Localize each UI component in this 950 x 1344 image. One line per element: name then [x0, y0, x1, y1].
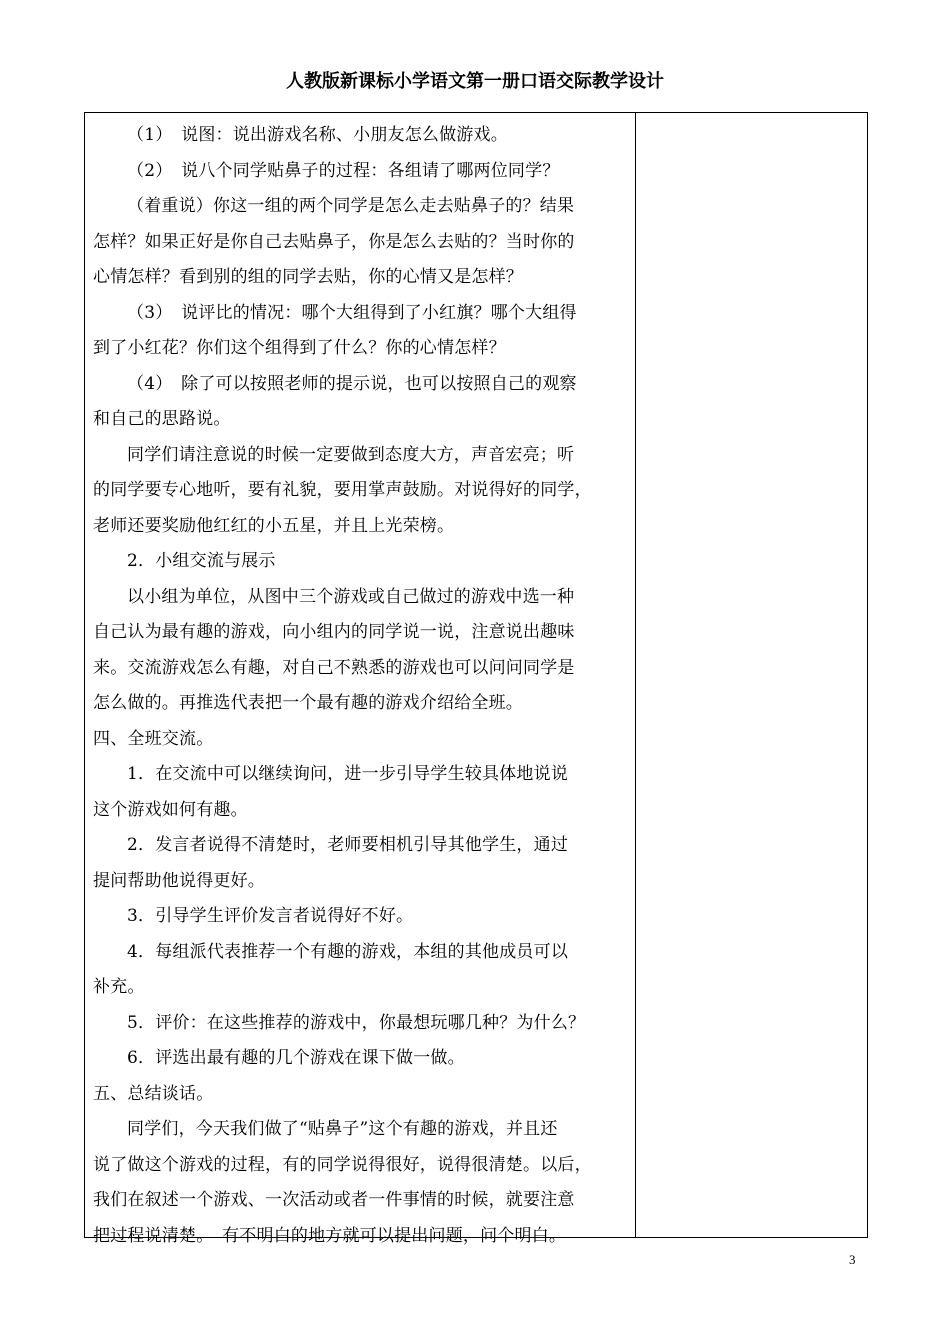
- text-line: （3） 说评比的情况：哪个大组得到了小红旗？哪个大组得: [127, 302, 577, 323]
- text-line: 同学们，今天我们做了“贴鼻子”这个有趣的游戏，并且还: [127, 1119, 558, 1139]
- text-line: 以小组为单位，从图中三个游戏或自己做过的游戏中选一种: [127, 586, 575, 607]
- text-line: 同学们请注意说的时候一定要做到态度大方，声音宏亮；听: [127, 444, 575, 465]
- text-line: 把过程说清楚。 有不明白的地方就可以提出问题，问个明白。: [93, 1225, 567, 1246]
- text-line: 和自己的思路说。: [93, 409, 231, 429]
- text-line: 2．发言者说得不清楚时，老师要相机引导其他学生，通过: [127, 835, 569, 855]
- text-line: 老师还要奖励他红红的小五星，并且上光荣榜。: [93, 515, 455, 536]
- text-line: 到了小红花？你们这个组得到了什么？你的心情怎样？: [93, 338, 506, 358]
- text-line: 这个游戏如何有趣。: [93, 799, 248, 820]
- lesson-table: [84, 112, 868, 1246]
- lesson-content-cell: [93, 118, 635, 1254]
- text-line: 心情怎样？看到别的组的同学去贴，你的心情又是怎样？: [93, 267, 523, 287]
- text-line: （着重说）你这一组的两个同学是怎么走去贴鼻子的？结果: [127, 196, 575, 216]
- text-line: 3．引导学生评价发言者说得好不好。: [127, 906, 414, 926]
- text-line: 自己认为最有趣的游戏，向小组内的同学说一说，注意说出趣味: [93, 622, 575, 642]
- text-line: 4．每组派代表推荐一个有趣的游戏，本组的其他成员可以: [127, 941, 569, 962]
- text-line: 来。交流游戏怎么有趣，对自己不熟悉的游戏也可以问问同学是: [93, 657, 575, 678]
- page-number: 3: [849, 1252, 856, 1267]
- text-line: （2） 说八个同学贴鼻子的过程：各组请了哪两位同学？: [127, 160, 560, 181]
- text-line: 五、总结谈话。: [93, 1083, 214, 1104]
- text-line: 6．评选出最有趣的几个游戏在课下做一做。: [127, 1048, 465, 1068]
- page-title: 人教版新课标小学语文第一册口语交际教学设计: [286, 71, 664, 92]
- text-line: 1．在交流中可以继续询问，进一步引导学生较具体地说说: [127, 764, 569, 784]
- text-line: 怎样？如果正好是你自己去贴鼻子，你是怎么去贴的？当时你的: [93, 231, 575, 252]
- text-line: 5．评价：在这些推荐的游戏中，你最想玩哪几种？为什么？: [127, 1012, 586, 1033]
- text-line: 2．小组交流与展示: [127, 551, 276, 571]
- notes-cell: [636, 113, 867, 1237]
- text-line: 怎么做的。再推选代表把一个最有趣的游戏介绍给全班。: [93, 693, 523, 713]
- text-line: 补充。: [93, 977, 145, 997]
- text-line: 的同学要专心地听，要有礼貌，要用掌声鼓励。对说得好的同学，: [93, 480, 592, 500]
- text-line: （4） 除了可以按照老师的提示说，也可以按照自己的观察: [127, 373, 577, 394]
- text-line: 我们在叙述一个游戏、一次活动或者一件事情的时候，就要注意: [93, 1190, 575, 1210]
- text-line: 提问帮助他说得更好。: [93, 870, 265, 891]
- text-line: 四、全班交流。: [93, 728, 214, 749]
- text-line: 说了做这个游戏的过程，有的同学说得很好，说得很清楚。以后，: [93, 1154, 592, 1175]
- text-line: （1） 说图：说出游戏名称、小朋友怎么做游戏。: [127, 125, 508, 145]
